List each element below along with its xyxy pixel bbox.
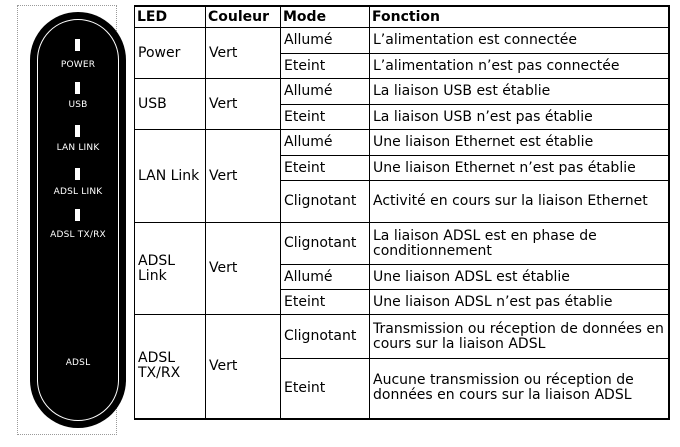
led-cell: Power: [135, 28, 206, 79]
function-cell: La liaison ADSL est en phase de conditionnement: [370, 223, 670, 265]
led-cell: ADSL Link: [135, 223, 206, 315]
function-cell: Aucune transmission ou réception de données en cours sur la liaison ADSL: [370, 359, 670, 419]
adsl-link-led: [75, 168, 80, 180]
led-cell: ADSL TX/RX: [135, 315, 206, 419]
function-cell: La liaison USB n’est pas établie: [370, 105, 670, 130]
adsl-link-led-label: ADSL LINK: [53, 187, 103, 197]
lan-link-led-label: LAN LINK: [56, 143, 100, 153]
power-led-label: POWER: [60, 60, 96, 70]
mode-cell: Eteint: [281, 290, 370, 315]
mode-cell: Eteint: [281, 54, 370, 79]
mode-cell: Clignotant: [281, 181, 370, 223]
mode-cell: Clignotant: [281, 315, 370, 359]
function-cell: Une liaison ADSL est établie: [370, 265, 670, 290]
header-couleur: Couleur: [206, 6, 281, 28]
mode-cell: Allumé: [281, 28, 370, 54]
led-cell: USB: [135, 79, 206, 130]
function-cell: Une liaison Ethernet est établie: [370, 130, 670, 156]
function-cell: L’alimentation n’est pas connectée: [370, 54, 670, 79]
adsl-txrx-led-label: ADSL TX/RX: [50, 230, 106, 240]
lan-link-led: [75, 125, 80, 137]
table-row: [135, 130, 670, 156]
mode-cell: Allumé: [281, 265, 370, 290]
mode-cell: Allumé: [281, 79, 370, 105]
header-led: LED: [135, 6, 206, 28]
color-cell: Vert: [206, 28, 281, 79]
usb-led: [75, 82, 80, 94]
mode-cell: Eteint: [281, 359, 370, 419]
color-cell: Vert: [206, 315, 281, 419]
power-led: [75, 39, 80, 51]
header-fonction: Fonction: [370, 6, 670, 28]
function-cell: Activité en cours sur la liaison Ethernet: [370, 181, 670, 223]
mode-cell: Allumé: [281, 130, 370, 156]
mode-cell: Clignotant: [281, 223, 370, 265]
color-cell: Vert: [206, 223, 281, 315]
function-cell: Une liaison ADSL n’est pas établie: [370, 290, 670, 315]
table-row: [135, 28, 670, 54]
header-mode: Mode: [281, 6, 370, 28]
function-cell: Une liaison Ethernet n’est pas établie: [370, 156, 670, 181]
table-header-row: [135, 6, 670, 28]
color-cell: Vert: [206, 79, 281, 130]
mode-cell: Eteint: [281, 105, 370, 130]
function-cell: Transmission ou réception de données en cours sur la liaison ADSL: [370, 315, 670, 359]
usb-led-label: USB: [68, 100, 88, 110]
device-panel: [30, 12, 126, 428]
adsl-brand-label: ADSL: [65, 358, 91, 368]
table-row: [135, 315, 670, 359]
led-table: [134, 5, 670, 420]
table-row: [135, 223, 670, 265]
mode-cell: Eteint: [281, 156, 370, 181]
table-row: [135, 79, 670, 105]
adsl-txrx-led: [75, 209, 80, 221]
color-cell: Vert: [206, 130, 281, 223]
function-cell: La liaison USB est établie: [370, 79, 670, 105]
led-cell: LAN Link: [135, 130, 206, 223]
function-cell: L’alimentation est connectée: [370, 28, 670, 54]
